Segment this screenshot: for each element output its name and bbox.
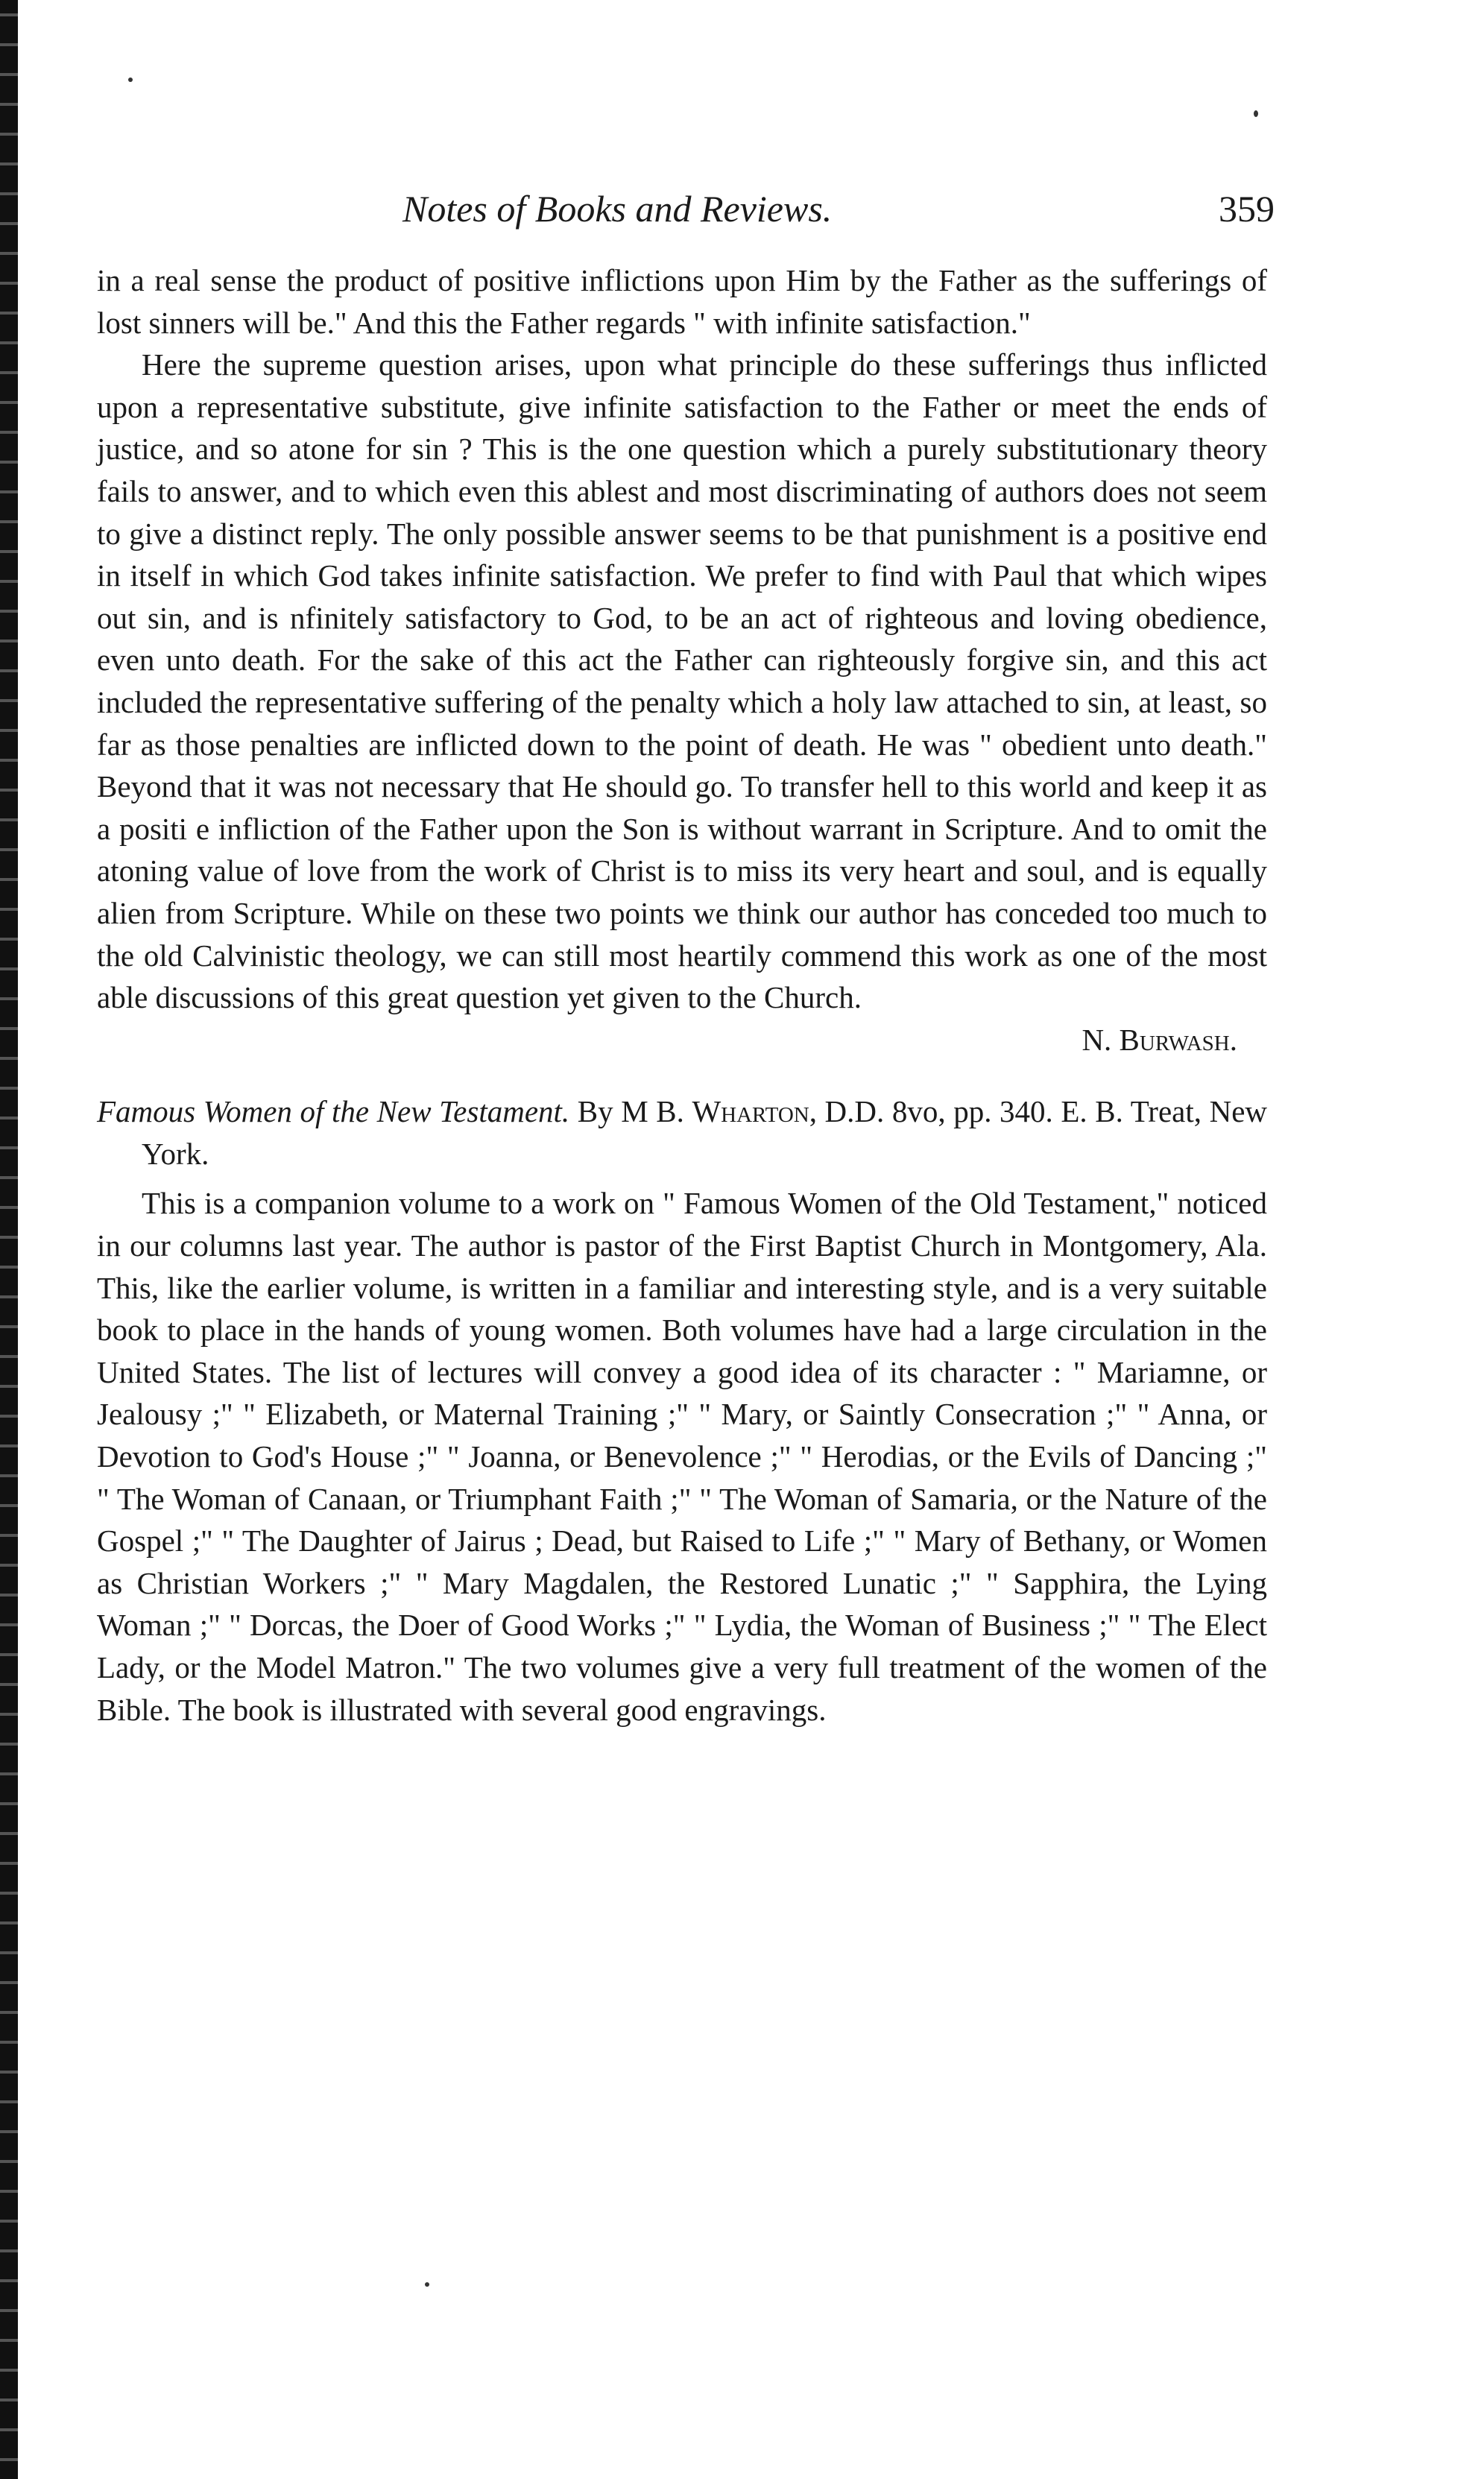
page-binding-edge: [0, 0, 18, 2479]
page-speck: [1254, 110, 1258, 117]
running-title: Notes of Books and Reviews.: [402, 188, 833, 230]
page-body: [97, 259, 1267, 1731]
review-paragraph: This is a companion volume to a work on " Famous Women of the Old Testament," noticed in our columns last year. The author is pastor of the First Baptist Church in Montgomery, Ala. This, like the earlier volume, is written in a familiar and interesting style, and is a very suitable book to place in the hands of young women. Both volumes have had a large circulation in the United States. The list of lectures will convey a good idea of its character : " Mariamne, or Jealousy ;" " Elizabeth, or Maternal Training ;" " Mary, or Saintly Consecration ;" " Anna, or Devotion to God's House ;" " Joanna, or Benevolence ;" " Herodias, or the Evils of Dancing ;" " The Woman of Canaan, or Triumphant Faith ;" " The Woman of Samaria, or the Nature of the Gospel ;" " The Daughter of Jairus ; Dead, but Raised to Life ;" " Mary of Bethany, or Women as Christian Workers ;" " Mary Magdalen, the Restored Lunatic ;" " Sapphira, the Lying Woman ;" " Dorcas, the Doer of Good Works ;" " Lydia, the Woman of Business ;" " The Elect Lady, or the Model Matron." The two volumes give a very full treatment of the women of the Bible. The book is illustrated with several good engravings.: [97, 1186, 1267, 1727]
byline: By M B.: [569, 1094, 692, 1129]
page-speck: [128, 78, 133, 82]
page-header: [112, 179, 1275, 239]
review-paragraph: in a real sense the product of positive inflictions upon Him by the Father as the sufferings of lost sinners will be." And this the Father regards " with infinite satisfaction.": [97, 263, 1267, 340]
review-heading: [97, 1090, 1267, 1175]
publication-details: , D.D. 8vo, pp. 340. E. B. Treat, New York.: [142, 1094, 1268, 1171]
page-speck: [425, 2282, 429, 2287]
book-author: Wharton: [692, 1094, 809, 1129]
review-paragraph: Here the supreme question arises, upon what principle do these sufferings thus inflicted upon a representative substitute, give infinite satisfaction to the Father or meet the ends of justice, and so atone for sin ? This is the one question which a purely substitutionary theory fails to answer, and to which even this ablest and most discriminating of authors does not seem to give a distinct reply. The only possible answer seems to be that punishment is a positive end in itself in which God takes infinite satisfaction. We prefer to find with Paul that which wipes out sin, and is nfinitely satisfactory to God, to be an act of righteous and loving obedience, even unto death. For the sake of this act the Father can righteously forgive sin, and this act included the representative suffering of the penalty which a holy law attached to sin, at least, so far as those penalties are inflicted down to the point of death. He was " obedient unto death." Beyond that it was not necessary that He should go. To transfer hell to this world and keep it as a positi e infliction of the Father upon the Son is without warrant in Scripture. And to omit the atoning value of love from the work of Christ is to miss its very heart and soul, and is equally alien from Scripture. While on these two points we think our author has conceded too much to the old Calvinistic theology, we can still most heartily commend this work as one of the most able discussions of this great question yet given to the Church.: [97, 347, 1267, 1015]
review-signature: N. Burwash.: [1082, 1022, 1237, 1057]
book-title: Famous Women of the New Testament.: [97, 1094, 570, 1129]
page-number: 359: [1219, 188, 1275, 230]
